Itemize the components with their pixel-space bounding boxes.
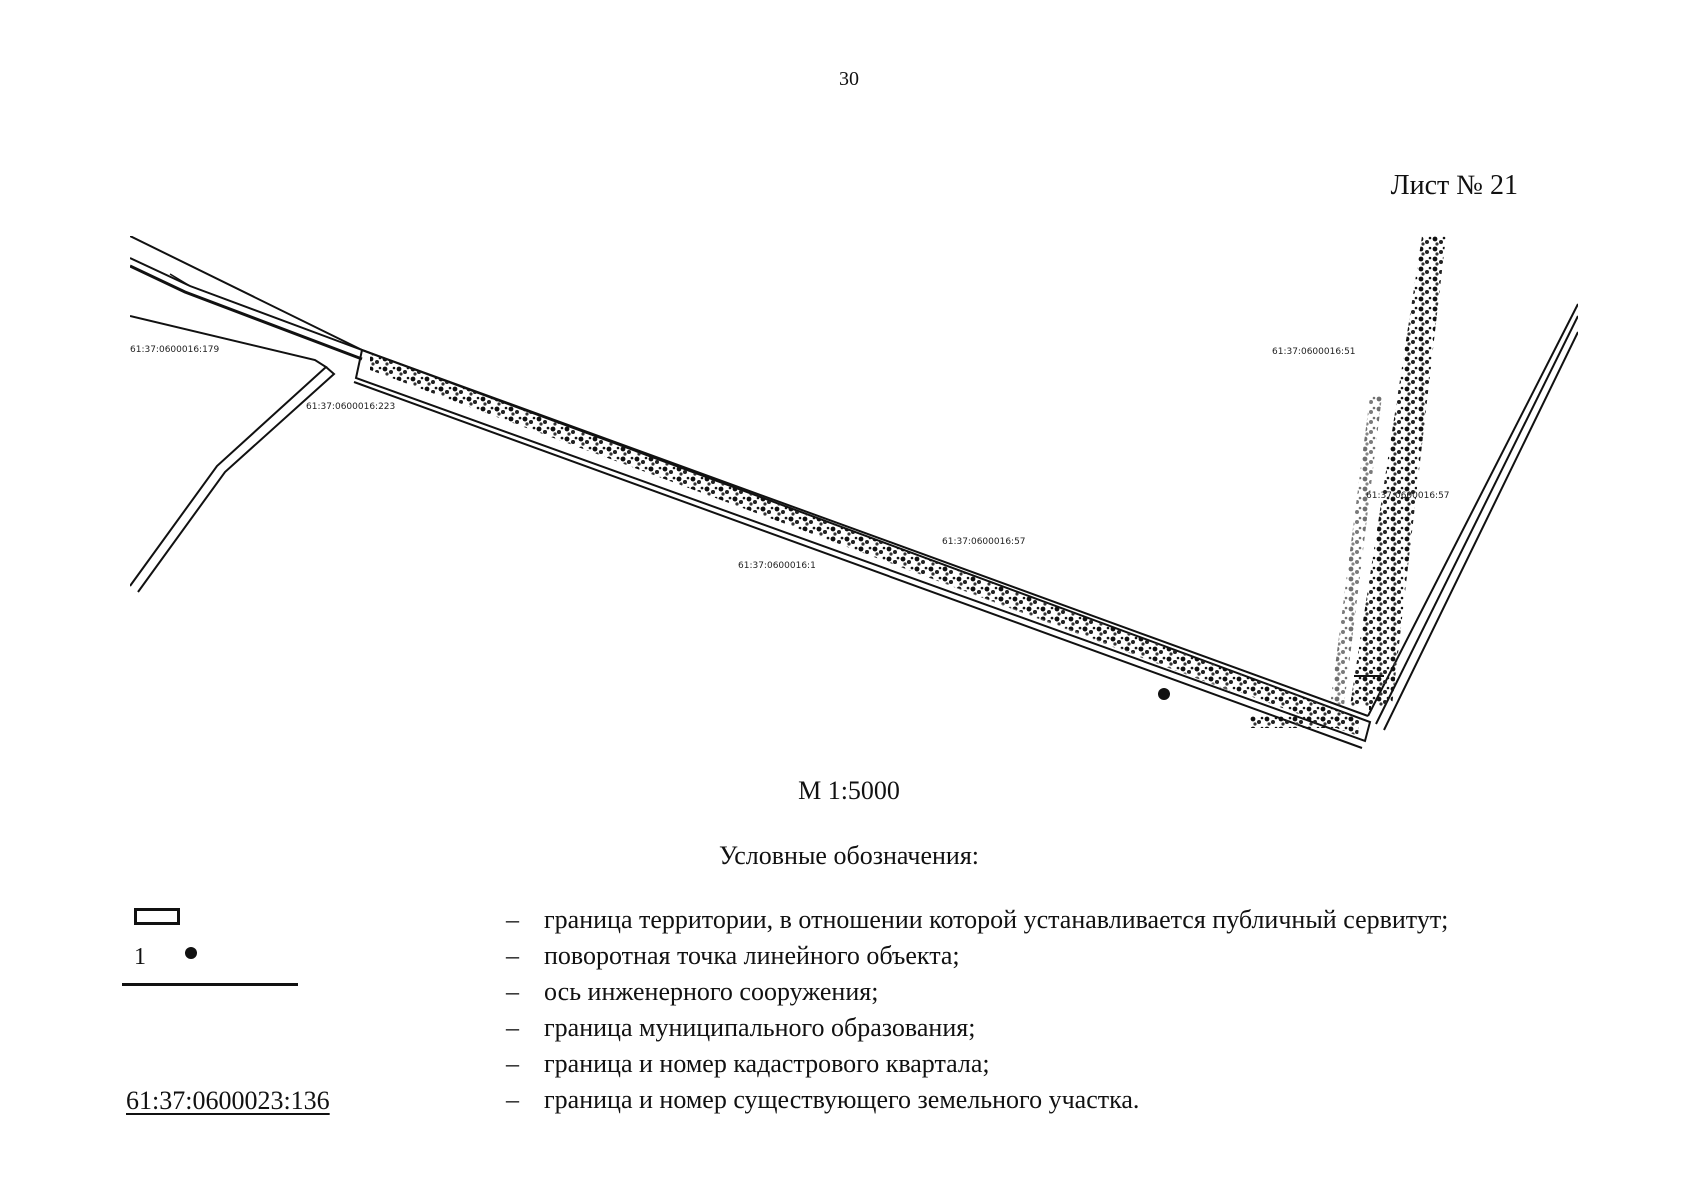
legend-item-text: ось инженерного сооружения; [544,977,879,1006]
map-label-center: 61:37:0600016:1 [738,561,816,571]
servitude-boundary-symbol [134,908,180,925]
legend-dash: – [506,1013,519,1042]
parcel-left-boundary [130,316,326,586]
legend-dash: – [506,941,519,970]
legend-item [506,905,1448,935]
map-label-road: 61:37:0600016:57 [942,537,1026,547]
map-label-right: 61:37:0600016:57 [1366,491,1450,501]
legend-item [506,1049,990,1079]
map-label-center-left: 61:37:0600016:223 [306,402,396,412]
turning-point-number: 1 [134,944,146,970]
legend-dash: – [506,905,519,934]
legend-item [506,941,960,971]
legend-item [506,977,878,1007]
sheet-label: Лист № 21 [1390,170,1518,201]
cadastral-map [130,236,1578,776]
turning-point-marker [1158,688,1170,700]
parcel-number-example: 61:37:0600023:136 [126,1086,330,1115]
legend-title: Условные обозначения: [718,841,980,870]
legend-item-text: поворотная точка линейного объекта; [544,941,960,970]
map-label-parcel-left: 61:37:0600016:179 [130,345,220,355]
map-scale: М 1:5000 [798,776,900,805]
legend-dash: – [506,977,519,1006]
legend-item-text: граница муниципального образования; [544,1013,976,1042]
engineering-axis-symbol [122,983,298,986]
road-left-lines [130,258,362,350]
legend-item-text: граница и номер кадастрового квартала; [544,1049,990,1078]
legend-item-text: граница территории, в отношении которой устанавливается публичный сервитут; [544,905,1449,934]
legend-item [506,1013,975,1043]
legend-item [506,1085,1139,1115]
page-number: 30 [839,68,859,90]
legend-dash: – [506,1085,519,1114]
road-boundary-north [130,236,1368,716]
turning-point-symbol [185,947,197,959]
legend-item-text: граница и номер существующего земельного участка. [544,1085,1140,1114]
map-label-right-top: 61:37:0600016:51 [1272,347,1356,357]
legend-dash: – [506,1049,519,1078]
